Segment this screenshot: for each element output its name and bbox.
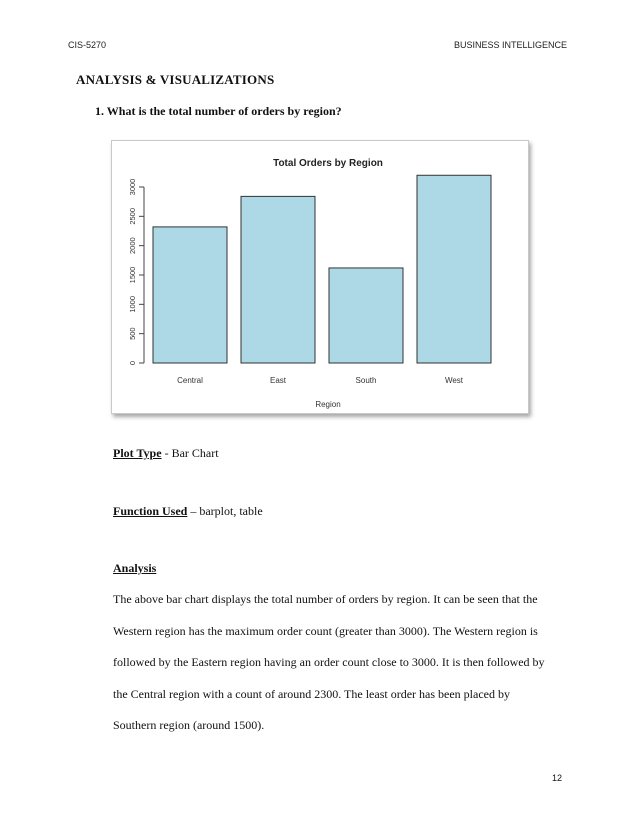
y-tick-label: 0 xyxy=(128,360,137,366)
x-tick-label: Central xyxy=(177,376,203,385)
analysis-line-3: followed by the Eastern region having an order count close to 3000. It is then followed by xyxy=(113,655,545,669)
function-used-separator: – xyxy=(187,504,200,518)
y-tick-label: 1000 xyxy=(128,295,137,313)
x-tick-label: South xyxy=(355,376,377,385)
plot-type-value: Bar Chart xyxy=(171,446,219,460)
analysis-line-2: Western region has the maximum order count (greater than 3000). The Western region is xyxy=(113,624,538,638)
x-axis-label: Region xyxy=(315,400,341,409)
analysis-line-1: The above bar chart displays the total number of orders by region. It can be seen that the xyxy=(113,592,538,606)
bar-west xyxy=(417,175,491,363)
bar-chart xyxy=(112,141,528,413)
x-tick-label: East xyxy=(269,376,287,385)
plot-type-label: Plot Type xyxy=(113,446,162,460)
y-tick-label: 1500 xyxy=(128,266,137,284)
plot-type-separator: - xyxy=(161,446,172,460)
bar-chart-figure xyxy=(111,140,529,414)
y-tick-label: 3000 xyxy=(128,178,137,196)
bar-east xyxy=(241,196,315,363)
function-used-label: Function Used xyxy=(113,504,188,518)
bar-south xyxy=(329,268,403,363)
y-tick-label: 2500 xyxy=(128,207,137,225)
bar-central xyxy=(153,227,227,363)
chart-title: Total Orders by Region xyxy=(273,158,383,169)
question-heading: 1. What is the total number of orders by region? xyxy=(95,104,342,118)
analysis-line-5: Southern region (around 1500). xyxy=(113,718,265,732)
x-tick-label: West xyxy=(444,376,464,385)
running-header-course: CIS-5270 xyxy=(68,40,107,50)
function-used-line xyxy=(113,504,263,519)
analysis-line-4: the Central region with a count of around 2300. The least order has been placed by xyxy=(113,687,510,701)
function-used-value: barplot, table xyxy=(199,504,263,518)
y-tick-label: 500 xyxy=(128,327,137,340)
section-title: ANALYSIS & VISUALIZATIONS xyxy=(76,72,275,87)
running-header-title: BUSINESS INTELLIGENCE xyxy=(453,40,567,50)
plot-type-line xyxy=(113,446,219,461)
y-tick-label: 2000 xyxy=(128,237,137,255)
page-number: 12 xyxy=(551,773,562,783)
analysis-heading: Analysis xyxy=(113,561,157,575)
